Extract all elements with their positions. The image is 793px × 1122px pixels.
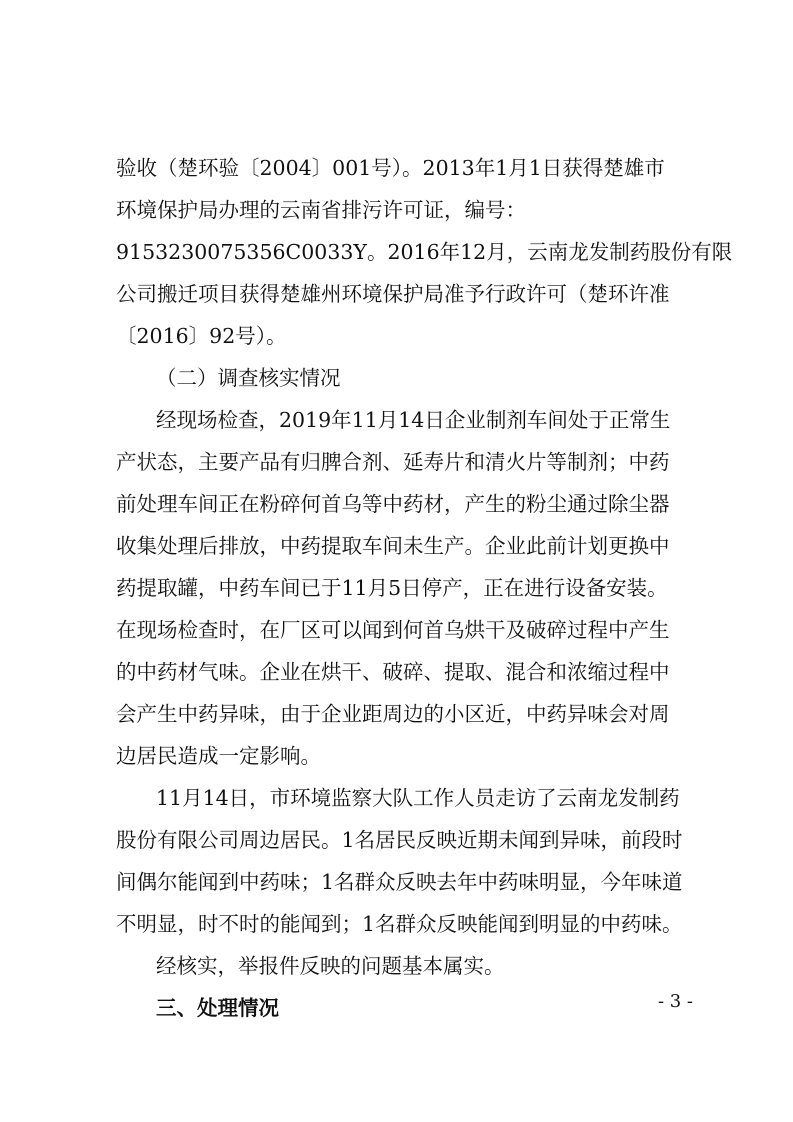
paragraph-line: 公司搬迁项目获得楚雄州环境保护局准予行政许可（楚环许准 (116, 282, 670, 306)
paragraph-line: 收集处理后排放，中药提取车间未生产。企业此前计划更换中 (116, 534, 670, 558)
paragraph-line: 会产生中药异味，由于企业距周边的小区近，中药异味会对周 (116, 702, 670, 726)
paragraph-line: 经现场检查，2019年11月14日企业制剂车间处于正常生 (156, 408, 671, 432)
paragraph-line: 间偶尔能闻到中药味；1名群众反映去年中药味明显，今年味道 (116, 870, 683, 894)
paragraph-line: 的中药材气味。企业在烘干、破碎、提取、混合和浓缩过程中 (116, 660, 670, 684)
paragraph-line: 9153230075356C0033Y。2016年12月，云南龙发制药股份有限 (116, 240, 733, 264)
page-number: - 3 - (657, 991, 693, 1012)
paragraph-line: 边居民造成一定影响。 (116, 744, 321, 768)
section-subheading: （二）调查核实情况 (156, 366, 341, 390)
section-heading: 三、处理情况 (156, 996, 279, 1020)
paragraph-line: 11月14日，市环境监察大队工作人员走访了云南龙发制药 (156, 786, 680, 810)
paragraph-line: 验收（楚环验〔2004〕001号）。2013年1月1日获得楚雄市 (116, 156, 665, 180)
paragraph-line: 不明显，时不时的能闻到；1名群众反映能闻到明显的中药味。 (116, 912, 683, 936)
paragraph-line: 股份有限公司周边居民。1名居民反映近期未闻到异味，前段时 (116, 828, 683, 852)
paragraph-line: 环境保护局办理的云南省排污许可证，编号： (116, 198, 526, 222)
paragraph-line: 产状态，主要产品有归脾合剂、延寿片和清火片等制剂；中药 (116, 450, 670, 474)
paragraph-line: 药提取罐，中药车间已于11月5日停产，正在进行设备安装。 (116, 576, 668, 600)
paragraph-line: 经核实，举报件反映的问题基本属实。 (156, 954, 505, 978)
paragraph-line: 在现场检查时，在厂区可以闻到何首乌烘干及破碎过程中产生 (116, 618, 670, 642)
paragraph-line: 〔2016〕92号）。 (116, 324, 287, 348)
paragraph-line: 前处理车间正在粉碎何首乌等中药材，产生的粉尘通过除尘器 (116, 492, 670, 516)
